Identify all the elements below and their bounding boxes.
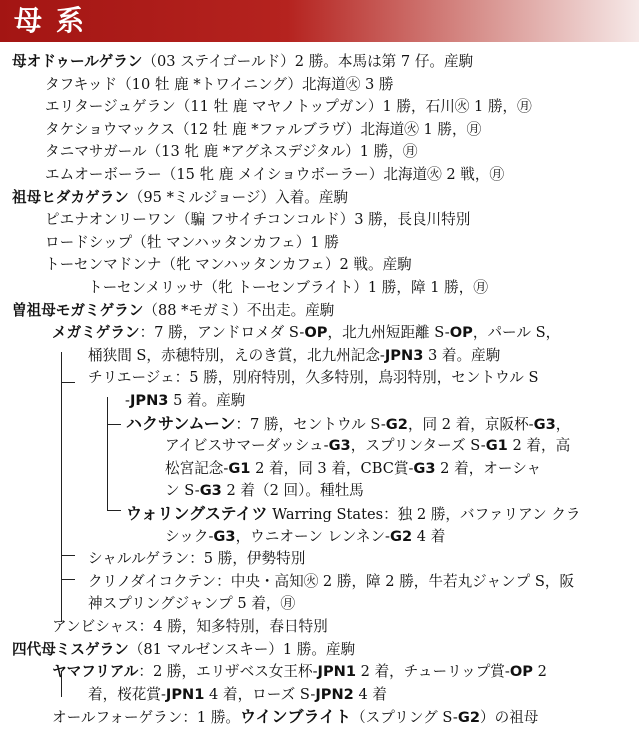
text: 着，桜花賞- [88, 685, 166, 703]
pedigree-line [165, 434, 570, 458]
text: アンビシャス：4 勝，知多特別，春日特別 [52, 618, 328, 635]
text: 2 着，高 [507, 437, 571, 455]
text: シック- [165, 527, 214, 545]
text: オールフォーゲラン：1 勝。 [52, 709, 241, 727]
text: 5 着。産駒 [168, 392, 246, 409]
text: ロードシップ（牡 マンハッタンカフェ）1 勝 [45, 233, 339, 251]
pedigree-line [45, 253, 412, 277]
bold-text: G3 [533, 415, 556, 433]
pedigree-line [88, 570, 574, 594]
bold-text: G3 [328, 437, 351, 455]
pedigree-line [45, 73, 393, 97]
text: ）の祖母 [480, 709, 539, 727]
bold-text: ヤマフリアル [52, 663, 139, 681]
bold-text: JPN3 [129, 392, 169, 409]
section-title: 母系 [14, 4, 99, 37]
text: ，北九州短距離 S- [327, 324, 450, 342]
bold-text: G2 [457, 709, 481, 727]
pedigree-line [12, 299, 334, 323]
text: タニマサガール（13 牝 鹿 *アグネスデジタル）1 勝，㊊ [45, 143, 418, 161]
tree-branch-warring [107, 510, 121, 511]
pedigree-line [12, 186, 348, 210]
tree-line-tirieje [107, 397, 108, 511]
bold-text: JPN3 [384, 346, 424, 364]
text: 4 着 [412, 527, 446, 545]
bold-text: メガミゲラン [52, 324, 140, 342]
bold-text: OP [509, 663, 533, 681]
bold-text: 母オドゥールゲラン [12, 53, 143, 70]
text: ：7 勝，セントウル S- [235, 415, 386, 433]
pedigree-line [45, 118, 481, 142]
bold-text: 祖母ヒダカゲラン [12, 188, 129, 206]
text: 3 着。産駒 [423, 346, 501, 364]
pedigree-line [52, 705, 538, 729]
bold-text: 四代母ミスゲラン [12, 640, 129, 658]
pedigree-line [45, 208, 470, 232]
pedigree-line [165, 525, 445, 549]
text: エムオーボーラー（15 牝 鹿 メイショウボーラー）北海道㊋ 2 戦，㊊ [45, 166, 505, 183]
text: トーセンマドンナ（牝 マンハッタンカフェ）2 戦。産駒 [45, 256, 412, 274]
pedigree-line [88, 592, 295, 616]
text: - [125, 392, 130, 409]
text: ，パール S， [472, 324, 561, 342]
text: （81 マルゼンスキー）1 勝。産駒 [128, 640, 356, 658]
text: ，ウニオーン レンネン- [235, 527, 390, 545]
tree-branch-krino [61, 579, 75, 580]
bold-text: JPN1 [165, 685, 205, 703]
text: （スプリング S- [351, 709, 458, 727]
bold-text: G3 [199, 482, 222, 500]
text: ン S- [165, 482, 200, 500]
text: クリノダイコクテン：中央・高知㊋ 2 勝，障 2 勝，牛若丸ジャンプ S，阪 [88, 572, 575, 590]
text: ：2 勝，エリザベス女王杯- [138, 663, 318, 681]
text: チリエージェ：5 勝，別府特別，久多特別，鳥羽特別，セントウル S [88, 369, 539, 387]
text: 2 着，チューリップ賞- [356, 663, 510, 681]
text: ，同 2 着，京阪杯- [407, 415, 534, 433]
pedigree-line [126, 502, 581, 526]
tree-branch-hakusan [107, 424, 121, 425]
pedigree-line [12, 50, 473, 74]
bold-text: G1 [228, 459, 251, 477]
pedigree-line [165, 457, 541, 481]
bold-text: ウインブライト [240, 707, 352, 727]
text: 2 着，オーシャ [435, 459, 542, 477]
text: ：7 勝，アンドロメダ S- [139, 324, 305, 342]
text: 桶狭間 S，赤穂特別，えのき賞，北九州記念- [88, 346, 385, 364]
pedigree-line [165, 479, 364, 503]
text: 4 着，ローズ S- [204, 685, 316, 703]
text: アイビスサマーダッシュ- [165, 437, 329, 455]
text: 4 着 [353, 685, 387, 703]
text: Warring States：独 2 勝，バファリアン クラ [267, 506, 581, 523]
text: ， [555, 415, 571, 433]
bold-text: 曽祖母モガミゲラン [12, 301, 144, 319]
text: 神スプリングジャンプ 5 着，㊊ [88, 595, 296, 613]
bold-text: G1 [485, 437, 508, 455]
bold-text: G2 [385, 415, 408, 433]
text: 2 [532, 663, 547, 681]
pedigree-line [52, 660, 547, 684]
section-header-bar [0, 0, 639, 42]
bold-text: OP [304, 324, 328, 342]
tree-branch-charles [61, 555, 75, 556]
text: ，スプリンターズ S- [350, 437, 486, 455]
pedigree-line [45, 95, 532, 119]
pedigree-line [88, 276, 488, 300]
text: （88 *モガミ）不出走。産駒 [143, 301, 335, 319]
pedigree-line [126, 412, 570, 436]
pedigree-line [45, 163, 504, 187]
bold-text: G3 [213, 527, 236, 545]
pedigree-line [52, 615, 328, 639]
text: 松宮記念- [165, 459, 229, 477]
pedigree-line [88, 683, 387, 707]
pedigree-line [45, 140, 417, 164]
pedigree-line [88, 366, 538, 390]
tree-line-megami [61, 352, 62, 622]
text: （95 *ミルジョージ）入着。産駒 [128, 188, 349, 206]
text: シャルルゲラン：5 勝，伊勢特別 [88, 550, 306, 568]
tree-branch-tirieje [61, 382, 75, 383]
pedigree-line [88, 547, 305, 571]
text: エリタージュゲラン（11 牡 鹿 マヤノトップガン）1 勝，石川㊋ 1 勝，㊊ [45, 98, 532, 116]
pedigree-line [12, 638, 355, 662]
bold-text: JPN2 [315, 685, 354, 703]
pedigree-line [45, 231, 339, 255]
bold-text: G3 [413, 459, 436, 477]
text: （03 ステイゴールド）2 勝。本馬は第 7 仔。産駒 [142, 53, 474, 70]
pedigree-line [52, 321, 560, 345]
bold-text: JPN1 [317, 663, 357, 681]
pedigree-line [88, 344, 500, 368]
text: 2 着，同 3 着，CBC賞- [250, 459, 414, 477]
bold-text: ハクサンムーン [126, 413, 236, 433]
bold-text: ウォリングステイツ [126, 504, 268, 523]
text: タケショウマックス（12 牡 鹿 *ファルブラヴ）北海道㊋ 1 勝，㊊ [45, 120, 482, 138]
text: ピエナオンリーワン（騙 フサイチコンコルド）3 勝，長良川特別 [45, 211, 471, 229]
text: トーセンメリッサ（牝 トーセンブライト）1 勝，障 1 勝，㊊ [88, 279, 488, 296]
text: 2 着（2 回）。種牡馬 [221, 482, 364, 500]
bold-text: G2 [389, 527, 413, 545]
pedigree-line [125, 389, 245, 413]
bold-text: OP [449, 324, 473, 342]
text: タフキッド（10 牡 鹿 *トワイニング）北海道㊋ 3 勝 [45, 75, 394, 93]
